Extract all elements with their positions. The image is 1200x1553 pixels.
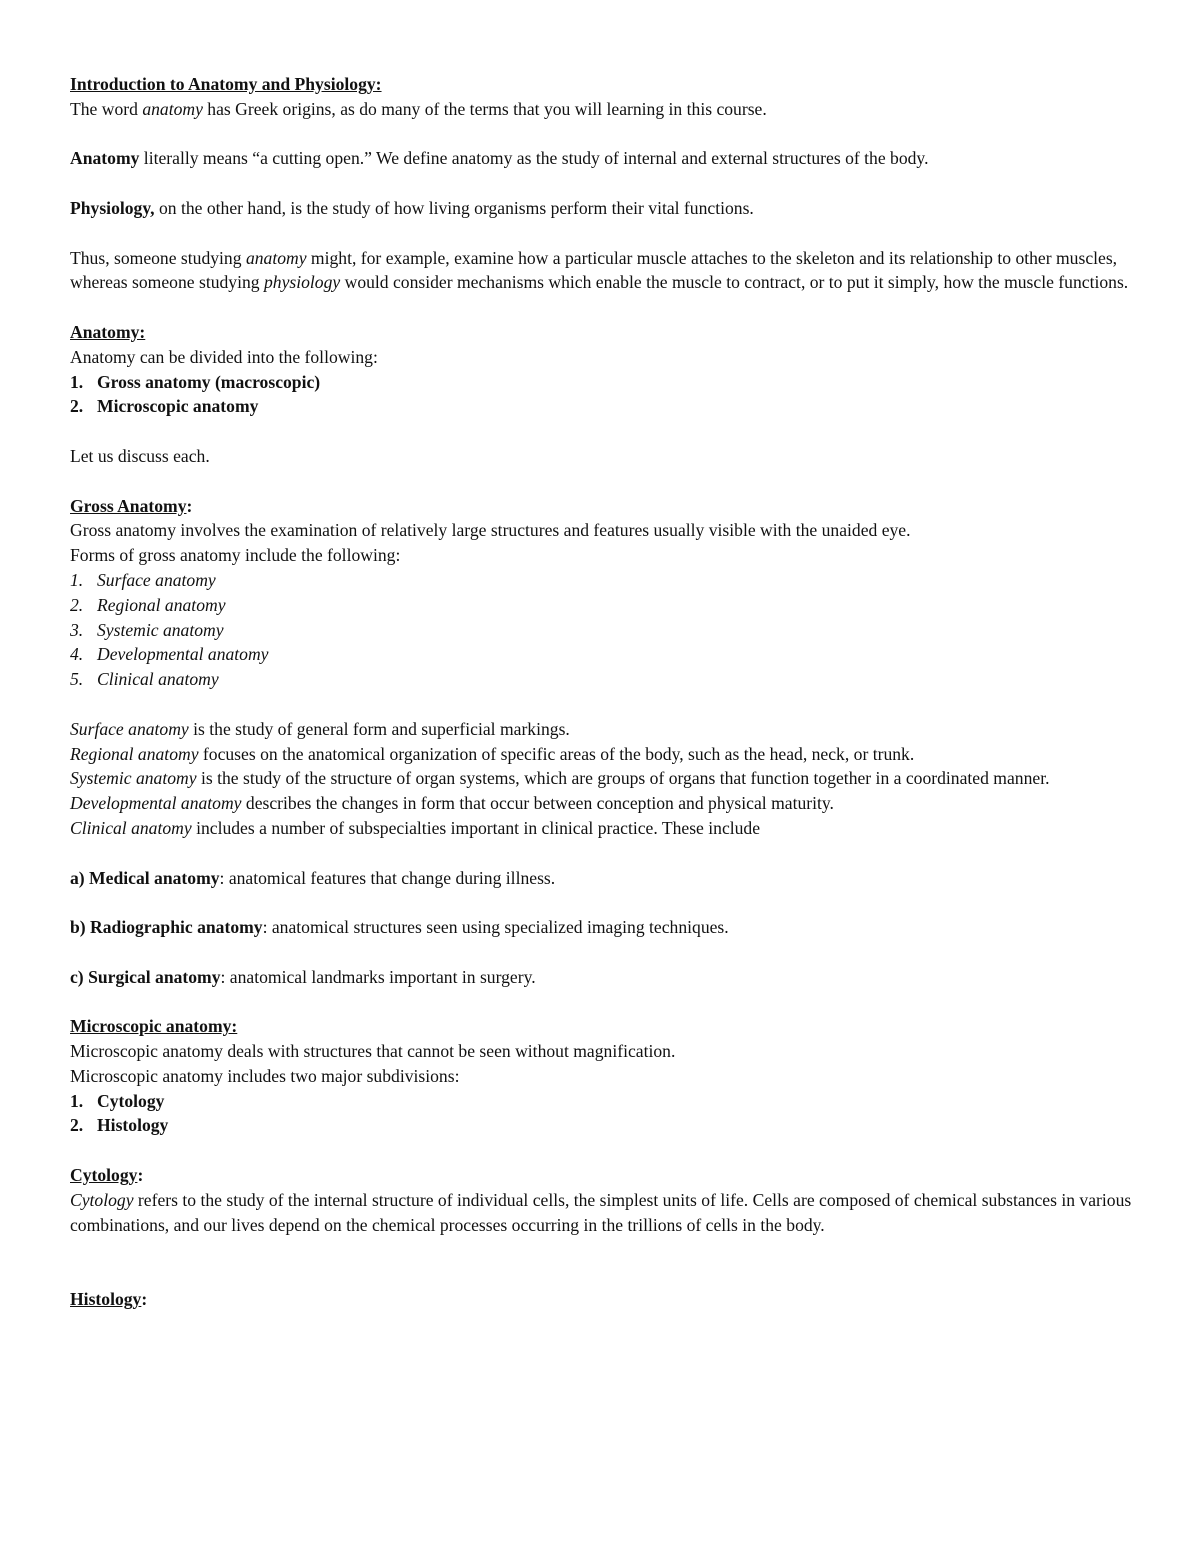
cytology-heading: Cytology: xyxy=(70,1165,144,1186)
list-item: 1. Gross anatomy (macroscopic) xyxy=(70,371,321,392)
definition-line: Systemic anatomy is the study of the structure of organ systems, which are groups of organs that function together in a coordinated manner. xyxy=(70,768,1050,789)
definition-line: Developmental anatomy describes the changes in form that occur between conception and physical maturity. xyxy=(70,793,834,814)
list-item: 1. Surface anatomy xyxy=(70,569,216,590)
microscopic-anatomy-heading: Microscopic anatomy: xyxy=(70,1016,238,1037)
gross-line-2: Forms of gross anatomy include the following: xyxy=(70,545,401,566)
list-item: 1. Cytology xyxy=(70,1090,165,1111)
list-item: 5. Clinical anatomy xyxy=(70,669,219,690)
anatomy-closing: Let us discuss each. xyxy=(70,445,210,466)
anatomy-intro: Anatomy can be divided into the following: xyxy=(70,346,378,367)
physiology-term: Physiology, xyxy=(70,197,155,218)
intro-paragraph: The word anatomy has Greek origins, as do many of the terms that you will learning in this course. xyxy=(70,98,767,119)
list-item: 4. Developmental anatomy xyxy=(70,644,269,665)
anatomy-term: Anatomy xyxy=(70,148,140,169)
list-item: 2. Microscopic anatomy xyxy=(70,396,259,417)
cytology-paragraph: Cytology refers to the study of the internal structure of individual cells, the simplest units of life. Cells are composed of chemical substances in various combinations, and our lives depend on the chemical processes occurring in the trillions of cells in the body. xyxy=(70,1189,1132,1235)
list-item: 2. Regional anatomy xyxy=(70,594,226,615)
definition-line: Clinical anatomy includes a number of subspecialties important in clinical practice. These include xyxy=(70,817,761,838)
list-item: 2. Histology xyxy=(70,1115,169,1136)
gross-line-1: Gross anatomy involves the examination of relatively large structures and features usually visible with the unaided eye. xyxy=(70,520,911,541)
anatomy-definition: Anatomy literally means “a cutting open.” We define anatomy as the study of internal and external structures of the body. xyxy=(70,148,929,169)
comparison-paragraph: Thus, someone studying anatomy might, for example, examine how a particular muscle attaches to the skeleton and its relationship to other muscles, whereas someone studying physiology would consider mechanisms which enable the muscle to contract, or to put it simply, how the muscle functions. xyxy=(70,247,1129,293)
definition-line: Surface anatomy is the study of general form and superficial markings. xyxy=(70,718,570,739)
micro-line-1: Microscopic anatomy deals with structures that cannot be seen without magnification. xyxy=(70,1041,676,1062)
definition-line: Regional anatomy focuses on the anatomical organization of specific areas of the body, such as the head, neck, or trunk. xyxy=(70,743,915,764)
anatomy-heading: Anatomy: xyxy=(70,321,146,342)
subspecialty-line: b) Radiographic anatomy: anatomical structures seen using specialized imaging techniques. xyxy=(70,917,729,938)
micro-line-2: Microscopic anatomy includes two major subdivisions: xyxy=(70,1065,460,1086)
intro-emphasis: anatomy xyxy=(142,98,203,119)
list-item: 3. Systemic anatomy xyxy=(70,619,224,640)
subspecialty-line: a) Medical anatomy: anatomical features that change during illness. xyxy=(70,867,556,888)
document-page xyxy=(70,72,1140,1312)
subspecialty-line: c) Surgical anatomy: anatomical landmarks important in surgery. xyxy=(70,966,536,987)
histology-heading: Histology: xyxy=(70,1289,148,1310)
gross-anatomy-heading: Gross Anatomy: xyxy=(70,495,193,516)
physiology-definition: Physiology, on the other hand, is the study of how living organisms perform their vital functions. xyxy=(70,197,754,218)
intro-heading: Introduction to Anatomy and Physiology: xyxy=(70,74,382,94)
